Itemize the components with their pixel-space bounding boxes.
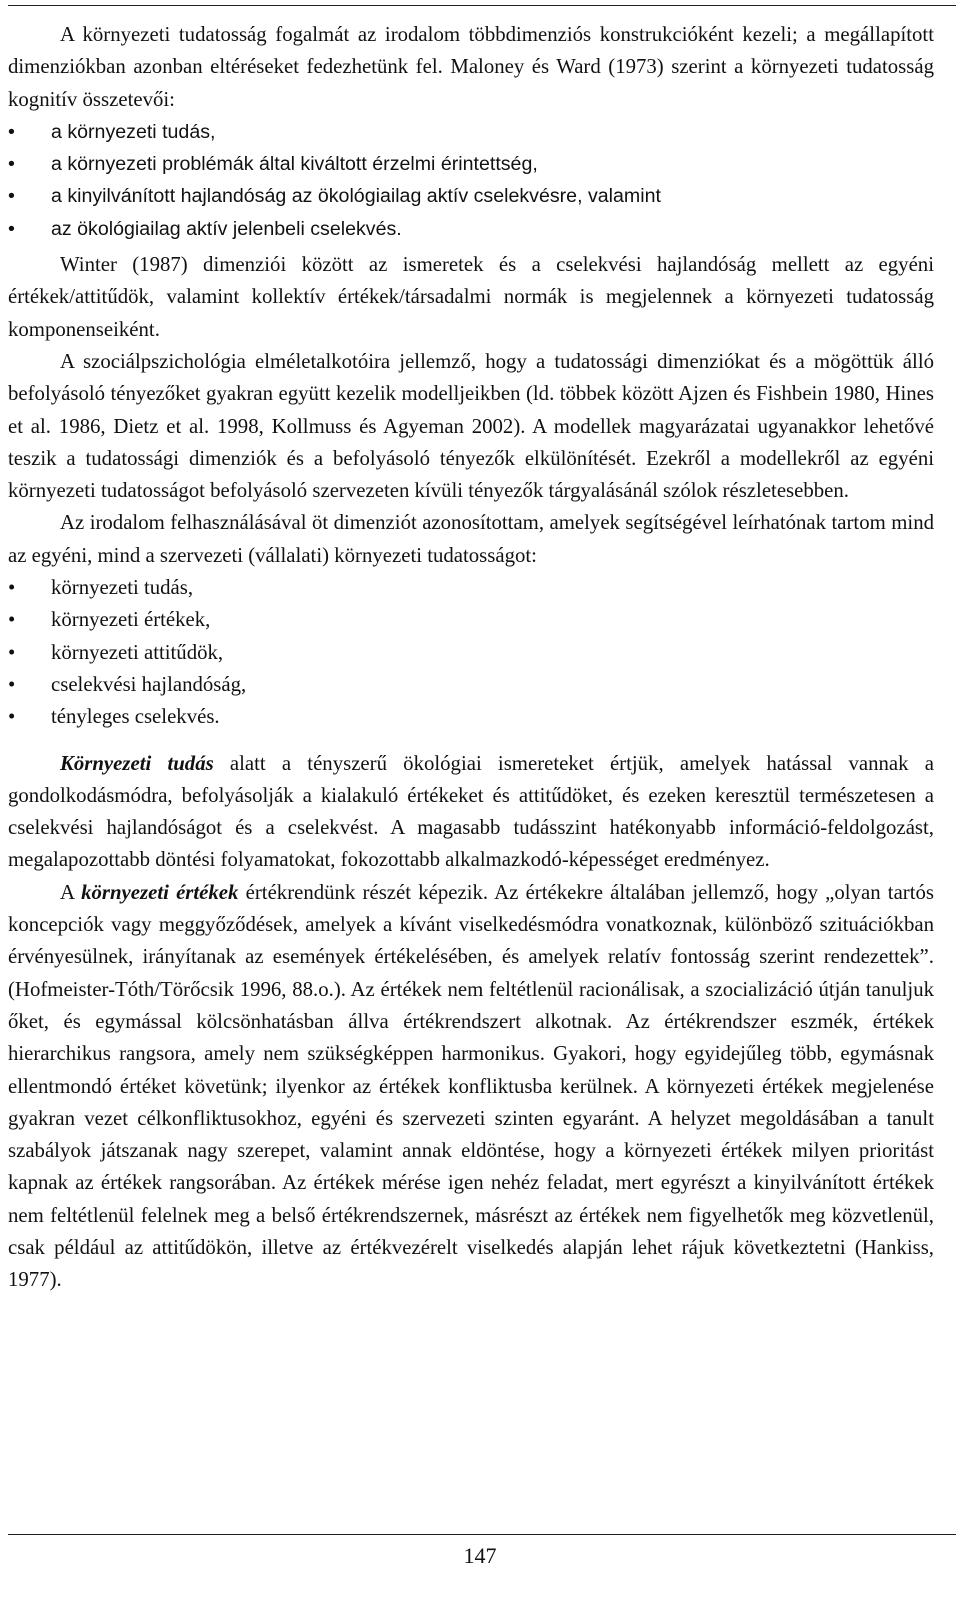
bullet-icon: • bbox=[8, 120, 15, 143]
list-item: • a kinyilvánított hajlandóság az ökológiailag aktív cselekvésre, valamint bbox=[8, 180, 934, 212]
list-item: • környezeti értékek, bbox=[8, 604, 934, 636]
list-item: • környezeti tudás, bbox=[8, 572, 934, 604]
paragraph-intro: A környezeti tudatosság fogalmát az irodalom többdimenziós konstrukcióként kezeli; a megállapított dimenziókban azonban eltéréseket fedezhetünk fel. Maloney és Ward (1973) szerint a környezeti tudatosság kognitív összetevői: bbox=[8, 23, 934, 111]
page-body bbox=[8, 19, 934, 1297]
bullet-icon: • bbox=[8, 153, 15, 176]
paragraph-five-dimensions: Az irodalom felhasználásával öt dimenziót azonosítottam, amelyek segítségével leírhatónak tartom mind az egyéni, mind a szervezeti (vállalati) környezeti tudatosságot: bbox=[8, 511, 934, 567]
term-environmental-values: környezeti értékek bbox=[81, 880, 239, 904]
header-rule bbox=[8, 5, 956, 6]
bullet-icon: • bbox=[8, 185, 15, 208]
list-item: • tényleges cselekvés. bbox=[8, 701, 934, 733]
bullet-icon: • bbox=[8, 705, 16, 729]
page-number: 147 bbox=[463, 1543, 497, 1568]
bullet-icon: • bbox=[8, 640, 16, 664]
cognitive-components-list bbox=[8, 116, 934, 245]
bullet-icon: • bbox=[8, 576, 16, 600]
paragraph-social-psychology: A szociálpszichológia elméletalkotóira jellemző, hogy a tudatossági dimenziókat és a mögöttük álló befolyásoló tényezőket gyakran együtt kezelik modelljeikben (ld. többek között Ajzen és Fishbein 1980, Hines et al. 1986, Dietz et al. 1998, Kollmuss és Agyeman 2002). A modellek magyarázatai ugyanakkor lehetővé teszik a tudatossági dimenziók és a befolyásoló tényezők elkülönítését. Ezekről a modellekről az egyéni környezeti tudatosságot befolyásoló szervezeten kívüli tényezők tárgyalásánál szólok részletesebben. bbox=[8, 349, 934, 503]
list-item: • cselekvési hajlandóság, bbox=[8, 669, 934, 701]
list-item: • a környezeti problémák által kiváltott érzelmi érintettség, bbox=[8, 148, 934, 180]
paragraph-environmental-values: A környezeti értékek értékrendünk részét képezik. Az értékekre általában jellemző, hogy „olyan tartós koncepciók vagy meggyőződések, amelyek a kívánt viselkedésmódra vonatkoznak, különböző szituációkban érvényesülnek, irányítanak az események értékelésében, és amelyek relatív fontosság szerint rendezettek”. (Hofmeister-Tóth/Törőcsik 1996, 88.o.). Az értékek nem feltétlenül racionálisak, a szocializáció útján tanuljuk őket, és egymással kölcsönhatásban állva értékrendszert alkotnak. Az értékrendszer eszmék, értékek hierarchikus rangsora, amely nem szükségképpen harmonikus. Gyakori, hogy egyidejűleg több, egymásnak ellentmondó értéket követünk; ilyenkor az értékek konfliktusba kerülnek. A környezeti értékek megjelenése gyakran vezet célkonfliktusokhoz, egyéni és szervezeti szinten egyaránt. A helyzet megoldásában a tanult szabályok játszanak nagy szerepet, valamint annak eldöntése, hogy a környezeti értékek milyen prioritást kapnak az értékek rangsorában. Az értékek mérése igen nehéz feladat, mert egyrészt a kinyilvánított értékek nem feltétlenül felelnek meg a belső értékrendszernek, másrészt az értékek nem figyelhetők meg közvetlenül, csak például az attitűdökön, illetve az értékvezérelt viselkedés alapján lehet rájuk következtetni (Hankiss, 1977). bbox=[8, 880, 934, 1292]
paragraph-environmental-knowledge: Környezeti tudás alatt a tényszerű ökológiai ismereteket értjük, amelyek hatással vannak a gondolkodásmódra, befolyásolják a kialakuló értékeket és attitűdöket, és ezeken keresztül természetesen a cselekvési hajlandóságot és a cselekvést. A magasabb tudásszint hatékonyabb információ-feldolgozást, megalapozottabb döntési folyamatokat, fokozottabb alkalmazkodó-képességet eredményez. bbox=[8, 751, 934, 872]
bullet-icon: • bbox=[8, 608, 16, 632]
footer-rule bbox=[8, 1534, 956, 1535]
paragraph-winter: Winter (1987) dimenziói között az ismeretek és a cselekvési hajlandóság mellett az egyéni értékek/attitűdök, valamint kollektív értékek/társadalmi normák is megjelennek a környezeti tudatosság komponenseiként. bbox=[8, 253, 934, 341]
dimensions-list bbox=[8, 572, 934, 733]
term-environmental-knowledge: Környezeti tudás bbox=[60, 751, 214, 775]
list-item: • az ökológiailag aktív jelenbeli cselekvés. bbox=[8, 213, 934, 245]
bullet-icon: • bbox=[8, 217, 15, 240]
list-item: • környezeti attitűdök, bbox=[8, 637, 934, 669]
bullet-icon: • bbox=[8, 672, 16, 696]
list-item: • a környezeti tudás, bbox=[8, 116, 934, 148]
